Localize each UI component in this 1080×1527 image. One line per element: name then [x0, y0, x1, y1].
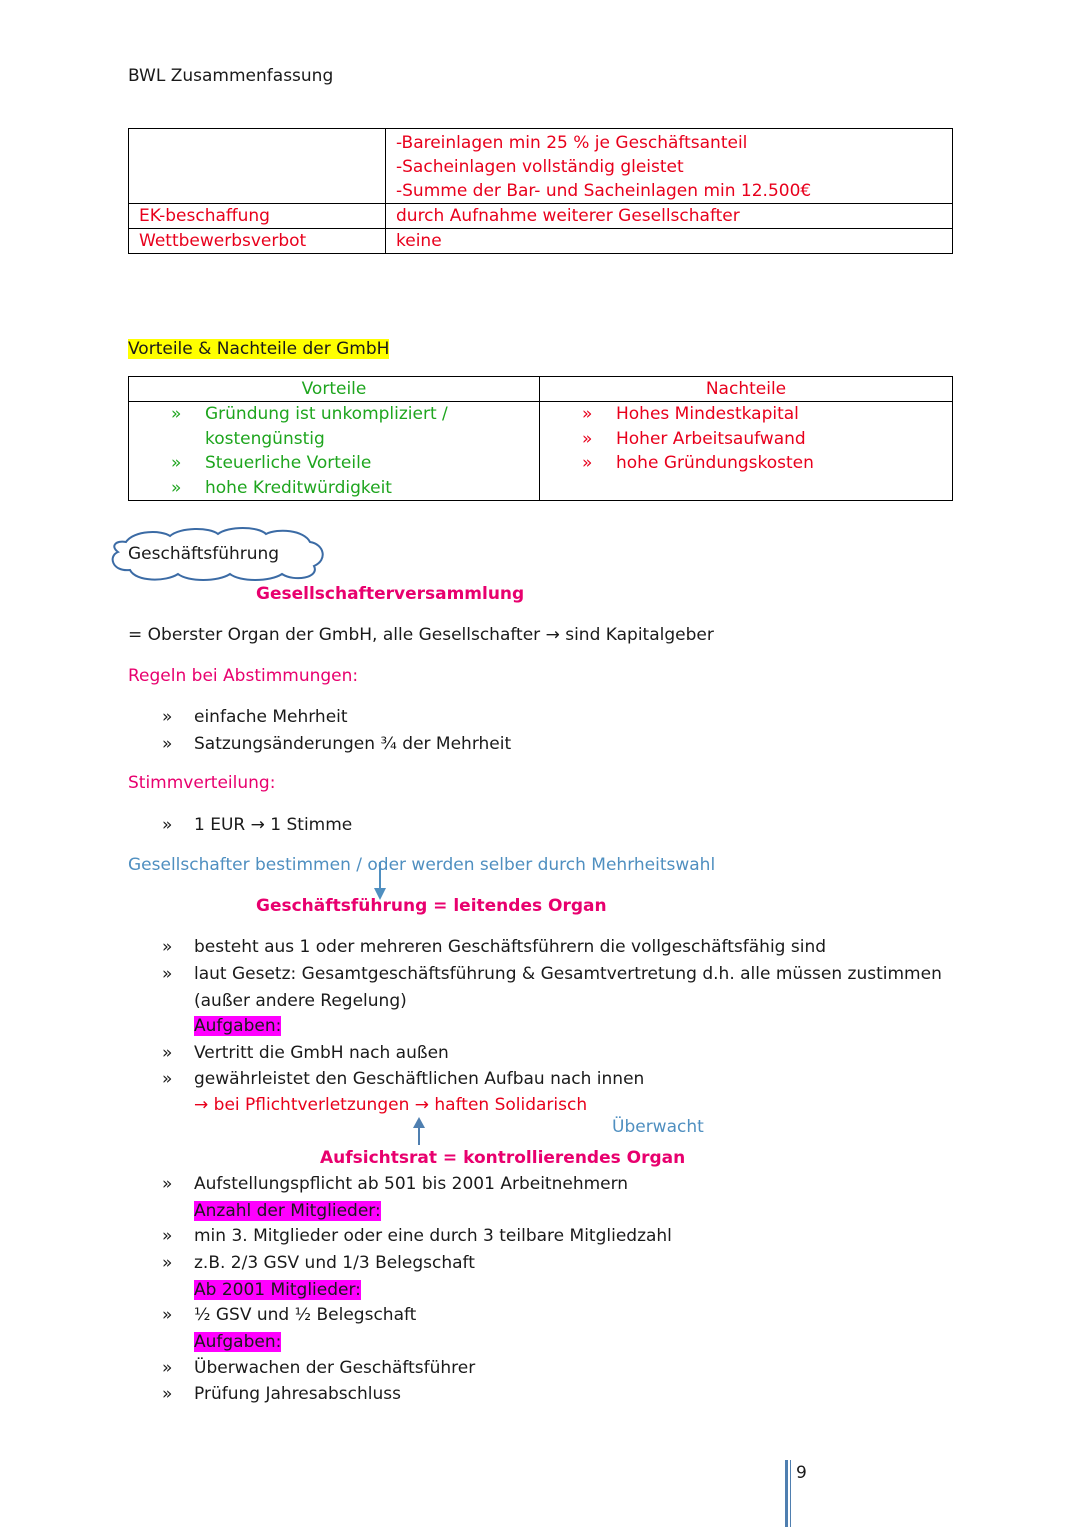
list-item: » Gründung ist unkompliziert / kostengünstig	[171, 402, 451, 451]
pros-cons-table	[128, 376, 953, 501]
list-item-text: einfache Mehrheit	[194, 707, 348, 727]
stimm-heading: Stimmverteilung:	[128, 773, 276, 793]
ar-aufgaben-label	[194, 1330, 281, 1354]
column-header-nachteile: Nachteile	[540, 377, 953, 402]
list-item: » Steuerliche Vorteile	[171, 451, 451, 476]
gmbh-details-table	[128, 128, 953, 254]
gv-definition: = Oberster Organ der GmbH, alle Gesellschafter → sind Kapitalgeber	[128, 625, 714, 645]
table-header-row	[129, 377, 953, 402]
highlight-text: Anzahl der Mitglieder:	[194, 1201, 381, 1221]
table-row	[129, 402, 953, 501]
document-header: BWL Zusammenfassung	[128, 66, 334, 86]
table-row	[129, 229, 953, 254]
list-item-text: z.B. 2/3 GSV und 1/3 Belegschaft	[194, 1253, 475, 1273]
table-cell: EK-beschaffung	[129, 204, 386, 229]
table-cell: durch Aufnahme weiterer Gesellschafter	[386, 204, 953, 229]
list-item: » hohe Kreditwürdigkeit	[171, 476, 451, 501]
table-cell	[386, 129, 953, 204]
list-item-text: 1 EUR → 1 Stimme	[194, 815, 353, 835]
highlight-text: Ab 2001 Mitglieder:	[194, 1280, 361, 1300]
aufgaben-label	[194, 1014, 281, 1038]
page-number: 9	[796, 1463, 807, 1483]
list-item-text: Satzungsänderungen ¾ der Mehrheit	[194, 734, 512, 754]
list-item-text: min 3. Mitglieder oder eine durch 3 teilbare Mitgliedzahl	[194, 1226, 672, 1246]
list-item: » Hohes Mindestkapital	[582, 402, 942, 427]
table-cell	[129, 129, 386, 204]
column-header-vorteile: Vorteile	[129, 377, 540, 402]
vorteile-list	[171, 402, 451, 500]
list-item-text: Vertritt die GmbH nach außen	[194, 1043, 449, 1063]
list-item-text: Prüfung Jahresabschluss	[194, 1384, 401, 1404]
anzahl-label	[194, 1199, 381, 1223]
highlight-text: Aufgaben:	[194, 1016, 282, 1036]
list-item-text: Aufstellungspflicht ab 501 bis 2001 Arbeitnehmern	[194, 1174, 629, 1194]
list-item-text: besteht aus 1 oder mehreren Geschäftsführern die vollgeschäftsfähig sind	[194, 937, 827, 957]
list-item: » hohe Gründungskosten	[582, 451, 942, 476]
nachteile-cell	[540, 402, 953, 501]
highlight-text: Aufgaben:	[194, 1332, 282, 1352]
list-item-text: ½ GSV und ½ Belegschaft	[194, 1305, 417, 1325]
table-cell: keine	[386, 229, 953, 254]
nachteile-list	[582, 402, 942, 476]
ueberwacht-label: Überwacht	[612, 1117, 704, 1137]
liability-note: → bei Pflichtverletzungen → haften Solidarisch	[194, 1095, 588, 1115]
ar-title: Aufsichtsrat = kontrollierendes Organ	[320, 1148, 686, 1168]
rules-heading: Regeln bei Abstimmungen:	[128, 666, 359, 686]
ab2001-label	[194, 1278, 361, 1302]
list-item-text: laut Gesetz: Gesamtgeschäftsführung & Gesamtvertretung d.h. alle müssen zustimmen	[194, 964, 942, 984]
vorteile-cell	[129, 402, 540, 501]
list-item-continuation: (außer andere Regelung)	[194, 991, 407, 1011]
list-item-text: gewährleistet den Geschäftlichen Aufbau nach innen	[194, 1069, 645, 1089]
table-row	[129, 204, 953, 229]
cell-line: -Summe der Bar- und Sacheinlagen min 12.500€	[396, 181, 812, 201]
table-cell: Wettbewerbsverbot	[129, 229, 386, 254]
cloud-label: Geschäftsführung	[128, 544, 280, 564]
gv-title: Gesellschafterversammlung	[256, 584, 525, 604]
section-title	[128, 337, 389, 361]
footer-bar	[785, 1460, 788, 1527]
arrow-up-icon	[411, 1116, 427, 1146]
footer-bar	[790, 1460, 791, 1527]
appoint-text: Gesellschafter bestimmen / oder werden selber durch Mehrheitswahl	[128, 855, 716, 875]
list-item: » Hoher Arbeitsaufwand	[582, 427, 942, 452]
cell-line: -Sacheinlagen vollständig gleistet	[396, 157, 684, 177]
list-item-text: Überwachen der Geschäftsführer	[194, 1358, 476, 1378]
table-row	[129, 129, 953, 204]
cell-line: -Bareinlagen min 25 % je Geschäftsanteil	[396, 133, 748, 153]
section-title-text: Vorteile & Nachteile der GmbH	[128, 339, 390, 359]
gf-title: Geschäftsführung = leitendes Organ	[256, 896, 607, 916]
